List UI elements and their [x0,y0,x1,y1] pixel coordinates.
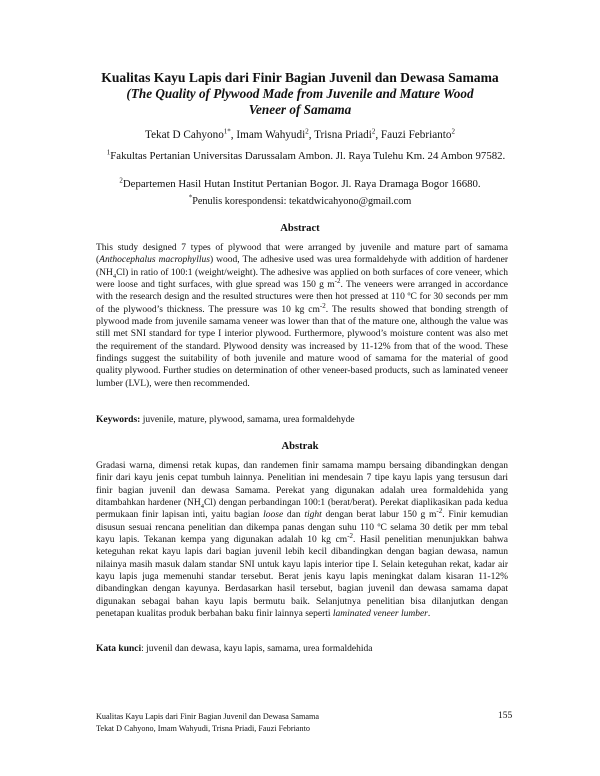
abstract-text: . The results showed that bonding strength of plywood made from juvenile samama veneer was lower than that of the mature one, although the value was still met SNI standard for type I interior plywood. Furthermore, plywood’s moisture content was also met the requirement of the standard. Plywood density was increased by 11-12% from that of the wood. These findings suggest the suitability of both juvenile and mature wood of samama for the material of good quality plywood. Further studies on determination of other veneer-based products, such as laminated veneer lumber (LVL), were then recommended. [96,304,508,389]
abstrak-text: dan [283,510,305,521]
author-2-affiliation: 2 [305,127,309,136]
author-2: Imam Wahyudi [236,129,306,141]
abstract-text: ) wood, The adhesive used was urea formaldehyde with addition of hardener (NH [96,255,508,278]
subscript: 4 [200,502,204,510]
running-footer [96,711,516,734]
author-separator: , [375,129,381,141]
abstrak-text: Gradasi warna, dimensi retak kupas, dan randemen finir samama mampu bersaing dibandingkan dengan finir dari kayu jenis cepat tumbuh lainnya. Penelitian ini mendesain 7 tipe kayu lapis yang tersusun dari finir bagian juvenil dan dewasa Samama. Perekat yang digunakan adalah urea formaldehida yang ditambahkan hardener (NH [96,461,508,509]
author-3: Trisna Priadi [314,129,372,141]
subscript: 4 [112,272,117,280]
abstrak-heading: Abstrak [281,441,319,452]
affiliation-2-marker: 2 [119,176,123,185]
author-separator: , [308,129,315,141]
corresponding-email: Penulis korespondensi: tekatdwicahyono@gmail.com [192,196,412,207]
keywords-text: juvenile, mature, plywood, samama, urea formaldehyde [140,415,355,425]
author-3-affiliation: 2 [371,127,376,136]
author-separator: , [230,129,237,141]
italic-term: laminated veneer lumber [332,609,428,620]
superscript: -2 [436,507,443,516]
affiliation-2 [60,177,540,191]
subtitle-line-1: (The Quality of Plywood Made from Juvenile and Mature Wood [126,86,474,101]
abstrak-text: Cl) dengan perbandingan 100:1 (berat/berat). Perekat diaplikasikan pada kedua permukaan finir lapisan inti, yaitu bagian [96,498,508,521]
affiliation-2-text: Departemen Hasil Hutan Institut Pertanian Bogor. Jl. Raya Dramaga Bogor 16680. [122,178,481,190]
keywords [96,414,508,427]
page-number: 155 [498,711,513,721]
author-1: Tekat D Cahyono [145,129,224,141]
footer-authors: Tekat D Cahyono, Imam Wahyudi, Trisna Priadi, Fauzi Febrianto [96,723,310,733]
kata-kunci [96,643,508,656]
paper-subtitle [80,86,520,118]
italic-term: tight [304,510,322,521]
corresponding-marker: * [188,193,193,202]
abstract-paragraph [96,242,508,390]
keywords-label: Keywords: [96,415,141,425]
affiliation-1 [96,149,516,163]
superscript: -2 [347,531,354,540]
author-4: Fauzi Febrianto [380,129,452,141]
abstract-text: . The veneers were arranged in accordance with the research design and the resulted structures were then hot pressed at 110 ºC for 30 seconds per mm of the plywood’s thickness. The pressure was 10 kg cm [96,280,508,315]
kata-kunci-label: Kata kunci [96,644,142,654]
superscript: -2 [334,276,341,285]
paper-title: Kualitas Kayu Lapis dari Finir Bagian Juvenil dan Dewasa Samama [101,70,499,85]
author-1-affiliation: 1* [223,127,231,136]
abstract-text: Cl) in ratio of 100:1 (weight/weight). The adhesive was applied on both surfaces of core veneer, which were loose and tight surfaces, with glue spread was 150 g m [96,267,508,291]
author-list [60,128,540,142]
abstract-text: This study designed 7 types of plywood that were arranged by juvenile and mature part of samama ( [96,243,508,266]
affiliation-1-text: Fakultas Pertanian Universitas Darussalam Ambon. Jl. Raya Tulehu Km. 24 Ambon 97582. [110,150,506,162]
kata-kunci-text: : juvenil dan dewasa, kayu lapis, samama, urea formaldehida [141,644,373,654]
abstrak-text: dengan berat labur 150 g m [321,510,437,521]
superscript: -2 [319,301,326,310]
subtitle-line-2: Veneer of Samama [248,102,352,117]
affiliation-1-marker: 1 [106,148,111,157]
corresponding-author [60,195,540,209]
species-name: Anthocephalus macrophyllus [99,255,211,266]
abstrak-text: . Finir kemudian disusun sesuai rencana penelitian dan dikempa panas dengan suhu 110 ºC selama 30 detik per mm tebal kayu lapis. Tekanan kempa yang digunakan adalah 10 kg cm [96,510,508,546]
abstract-heading: Abstract [280,223,320,234]
author-4-affiliation: 2 [451,127,455,136]
abstrak-text: . Hasil penelitian menunjukkan bahwa keteguhan rekat kayu lapis dari bagian juvenil lebih kecil dibandingkan dengan bagian dewasa, namun nilainya masih masuk dalam standar SNI untuk kayu lapis interior tipe I. Selain keteguhan rekat, kadar air kayu lapis juga memenuhi standar tersebut. Berat jenis kayu lapis meningkat dalam kisaran 11-12% dibandingkan dengan kayunya. Berdasarkan hasil tersebut, bagian juvenil dan dewasa samama dapat digunakan sebagai bahan kayu lapis bermutu baik. Selanjutnya penelitian bisa dilanjutkan dengan penetapan kualitas produk berbahan baku finir lainnya seperti [96,535,508,620]
italic-term: loose [263,510,284,521]
abstrak-text: . [427,609,431,620]
abstrak-paragraph [96,460,508,620]
footer-title: Kualitas Kayu Lapis dari Finir Bagian Juvenil dan Dewasa Samama [96,712,320,721]
